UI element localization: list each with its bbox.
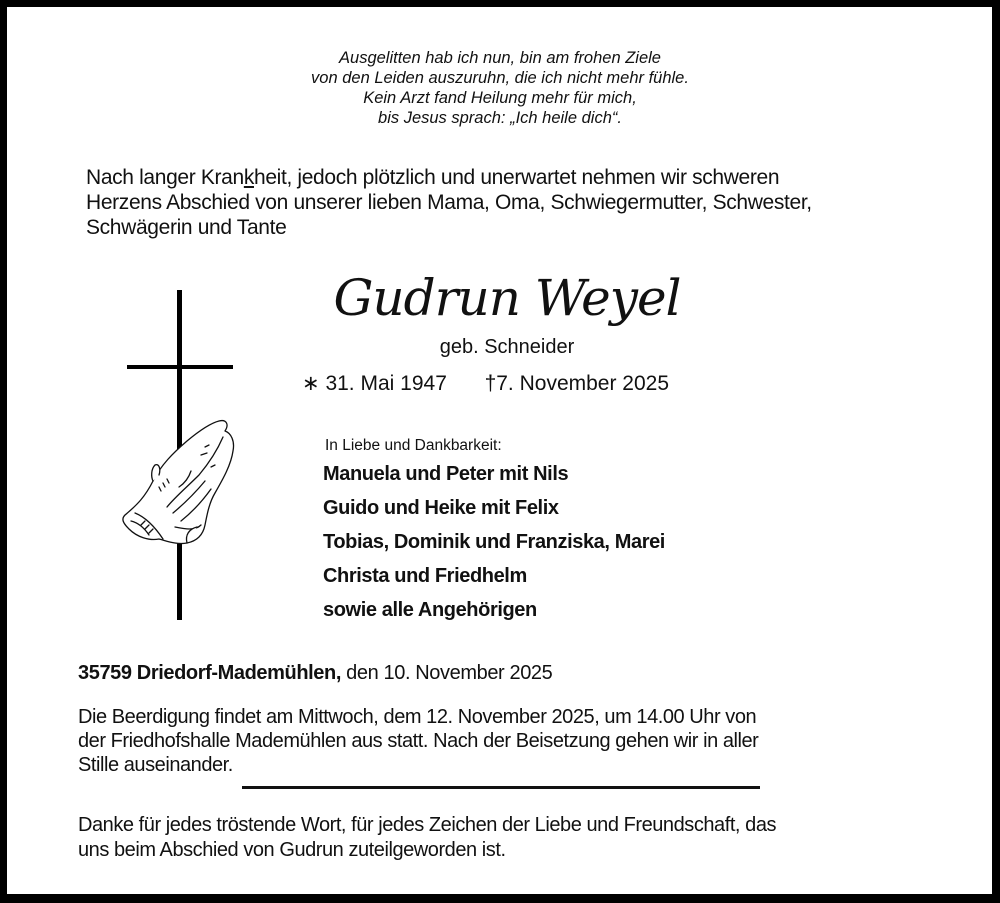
cross-icon-crossbar	[127, 365, 233, 369]
funeral-info	[78, 705, 938, 777]
place-date-line	[78, 660, 552, 686]
mourners-label: In Liebe und Dankbarkeit:	[325, 437, 502, 454]
funeral-line: Stille auseinander.	[78, 754, 233, 776]
obituary-notice	[7, 7, 992, 894]
intro-line	[86, 165, 926, 190]
birth-date: 31. Mai 1947	[325, 372, 447, 395]
life-dates	[302, 371, 722, 397]
funeral-line: der Friedhofshalle Mademühlen aus statt. Nach der Beisetzung gehen wir in aller	[78, 730, 759, 752]
poem-line: von den Leiden auszuruhn, die ich nicht mehr fühle.	[311, 69, 689, 87]
mourner-entry: Christa und Friedhelm	[323, 565, 527, 587]
intro-line: Schwägerin und Tante	[86, 216, 287, 239]
mourner-entry: Guido und Heike mit Felix	[323, 497, 559, 519]
intro-line: Herzens Abschied von unserer lieben Mama, Oma, Schwiegermutter, Schwester,	[86, 191, 812, 214]
poem-line: Ausgelitten hab ich nun, bin am frohen Ziele	[339, 49, 661, 67]
mourner-entry: Tobias, Dominik und Franziska, Marei	[323, 531, 665, 553]
praying-hands-icon	[115, 417, 245, 567]
mourner-entry: sowie alle Angehörigen	[323, 599, 537, 621]
mourner-entry: Manuela und Peter mit Nils	[323, 463, 569, 485]
death-dagger-icon: †	[484, 372, 497, 395]
death-date: 7. November 2025	[496, 372, 670, 395]
intro-fragment: Nach langer Kran	[86, 166, 244, 189]
thanks-line: uns beim Abschied von Gudrun zuteilgeworden ist.	[78, 839, 506, 861]
place-date: den 10. November 2025	[341, 662, 553, 684]
intro-fragment: heit, jedoch plötzlich und unerwartet nehmen wir schweren	[253, 166, 780, 189]
intro-text	[86, 165, 926, 240]
poem-line: Kein Arzt fand Heilung mehr für mich,	[363, 89, 637, 107]
thanks-text	[78, 813, 938, 863]
funeral-line: Die Beerdigung findet am Mittwoch, dem 12. November 2025, um 14.00 Uhr von	[78, 706, 757, 728]
deceased-name: Gudrun Weyel	[333, 269, 681, 327]
thanks-line: Danke für jedes tröstende Wort, für jedes Zeichen der Liebe und Freundschaft, das	[78, 814, 777, 836]
maiden-name: geb. Schneider	[439, 336, 575, 358]
place-location: 35759 Driedorf-Mademühlen,	[78, 662, 342, 684]
birth-star-icon: ∗	[302, 372, 320, 395]
mourners-block	[323, 435, 743, 627]
poem-line: bis Jesus sprach: „Ich heile dich“.	[378, 109, 622, 127]
divider-line	[242, 786, 760, 789]
poem	[0, 48, 1000, 128]
intro-underlined-letter: k	[243, 166, 254, 189]
